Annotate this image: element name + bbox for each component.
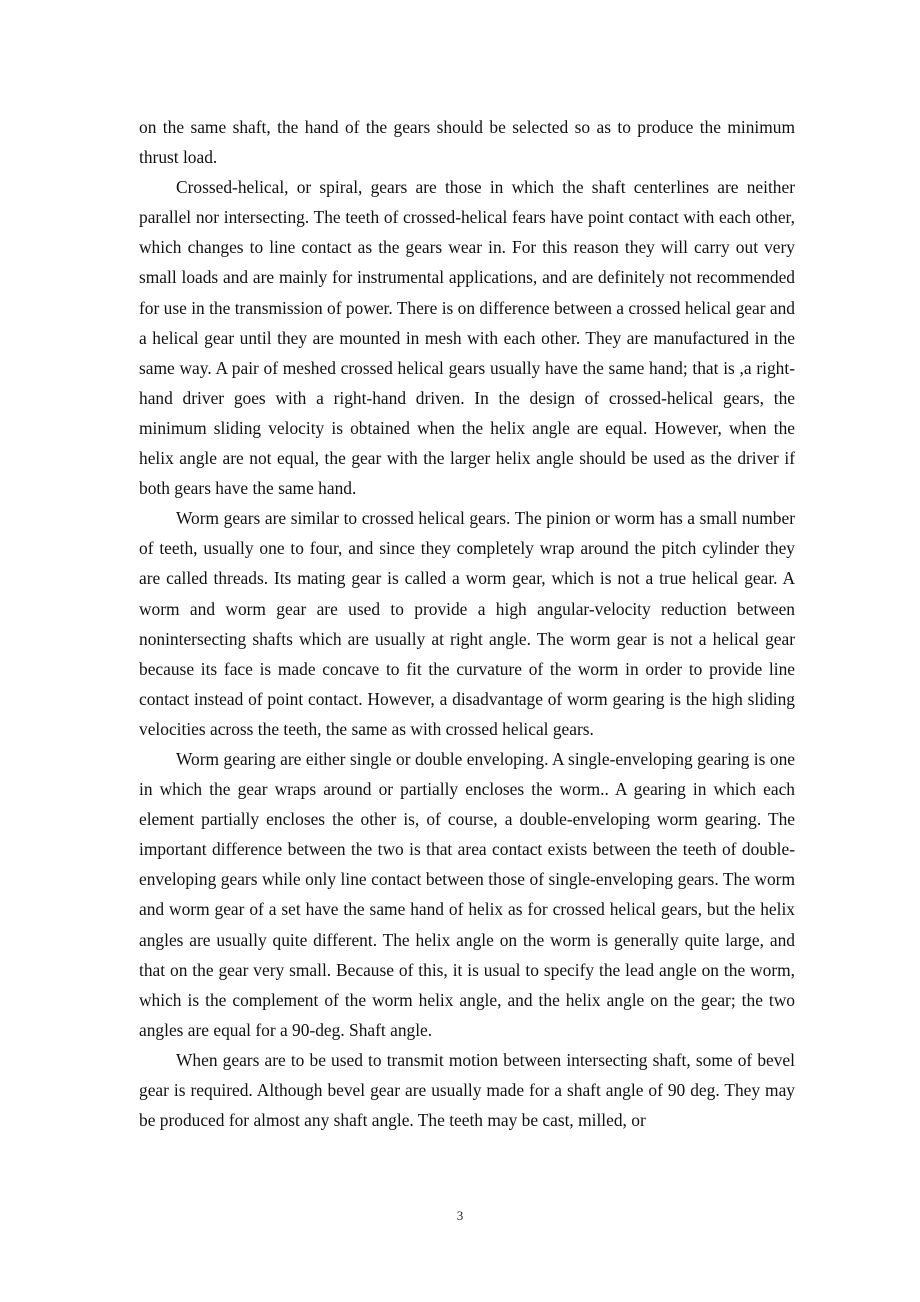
paragraph-worm-gearing-enveloping: Worm gearing are either single or double enveloping. A single-enveloping gearing is one in which the gear wraps around or partially encloses the worm.. A gearing in which each element partially encloses the other is, of course, a double-enveloping worm gearing. The important difference between the two is that area contact exists between the teeth of double-enveloping gears while only line contact between those of single-enveloping gears. The worm and worm gear of a set have the same hand of helix as for crossed helical gears, but the helix angles are usually quite different. The helix angle on the worm is generally quite large, and that on the gear very small. Because of this, it is usual to specify the lead angle on the worm, which is the complement of the worm helix angle, and the helix angle on the gear; the two angles are equal for a 90-deg. Shaft angle. — [139, 748, 795, 1040]
paragraph-worm-gears: Worm gears are similar to crossed helical gears. The pinion or worm has a small number of teeth, usually one to four, and since they completely wrap around the pitch cylinder they are called threads. Its mating gear is called a worm gear, which is not a true helical gear. A worm and worm gear are used to provide a high angular-velocity reduction between nonintersecting shafts which are usually at right angle. The worm gear is not a helical gear because its face is made concave to fit the curvature of the worm in order to provide line contact instead of point contact. However, a disadvantage of worm gearing is the high sliding velocities across the teeth, the same as with crossed helical gears. — [139, 508, 795, 739]
page-body-text — [139, 112, 795, 1135]
paragraph-continuation: on the same shaft, the hand of the gears should be selected so as to produce the minimum thrust load. — [139, 117, 795, 168]
page-number: 3 — [456, 1208, 464, 1223]
paragraph-crossed-helical-gears: Crossed-helical, or spiral, gears are those in which the shaft centerlines are neither parallel nor intersecting. The teeth of crossed-helical fears have point contact with each other, which changes to line contact as the gears wear in. For this reason they will carry out very small loads and are mainly for instrumental applications, and are definitely not recommended for use in the transmission of power. There is on difference between a crossed helical gear and a helical gear until they are mounted in mesh with each other. They are manufactured in the same way. A pair of meshed crossed helical gears usually have the same hand; that is ,a right-hand driver goes with a right-hand driven. In the design of crossed-helical gears, the minimum sliding velocity is obtained when the helix angle are equal. However, when the helix angle are not equal, the gear with the larger helix angle should be used as the driver if both gears have the same hand. — [139, 177, 795, 499]
paragraph-bevel-gears: When gears are to be used to transmit motion between intersecting shaft, some of bevel gear is required. Although bevel gear are usually made for a shaft angle of 90 deg. They may be produced for almost any shaft angle. The teeth may be cast, milled, or — [139, 1049, 795, 1131]
